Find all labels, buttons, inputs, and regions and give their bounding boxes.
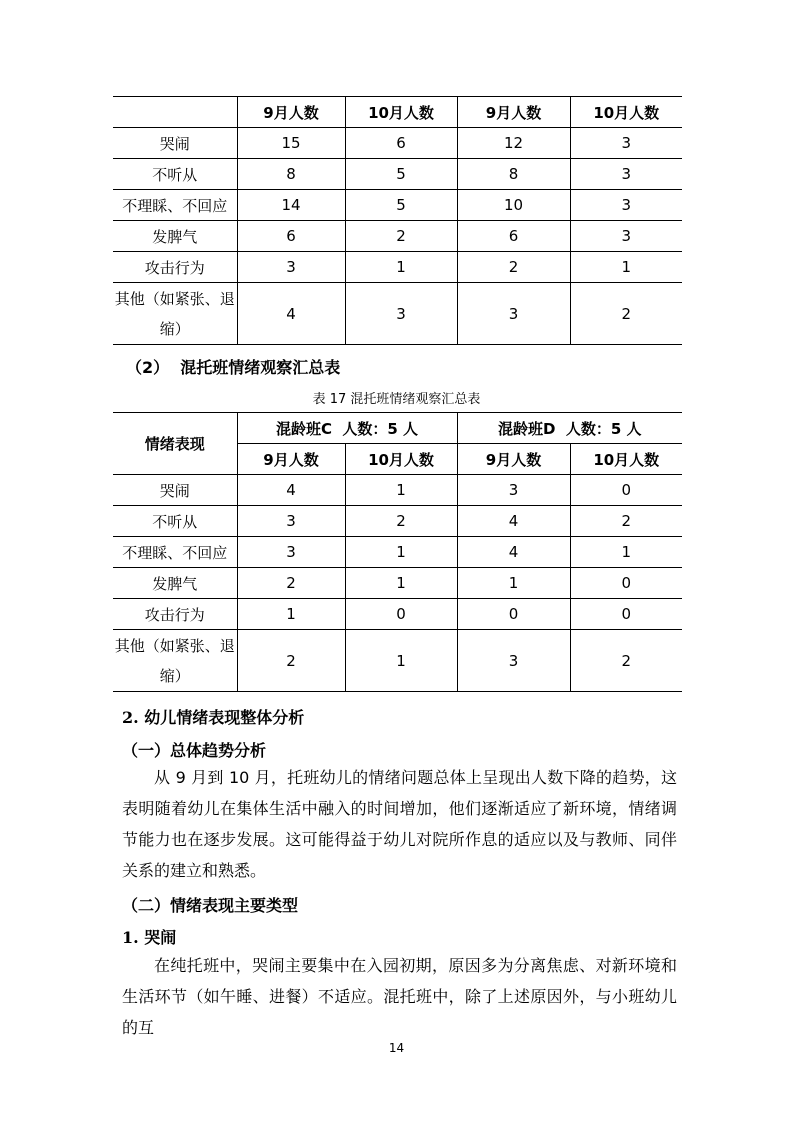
row-label: 其他（如紧张、退缩） xyxy=(113,283,237,345)
row-label: 不理睬、不回应 xyxy=(113,537,237,568)
table-cell: 1 xyxy=(570,537,682,568)
section-heading: 2. 幼儿情绪表现整体分析 xyxy=(122,708,305,727)
paragraph-cry: 在纯托班中，哭闹主要集中在入园初期，原因多为分离焦虑、对新环境和生活环节（如午睡、进餐）不适应。混托班中，除了上述原因外，与小班幼儿的互 xyxy=(122,956,677,1037)
table-cell: 12 xyxy=(457,128,570,159)
table-cell: 3 xyxy=(457,630,570,692)
table-cell: 6 xyxy=(237,221,345,252)
table-cell: 1 xyxy=(457,568,570,599)
table-cell: 2 xyxy=(345,221,457,252)
table-cell: 4 xyxy=(237,475,345,506)
table-cell: 3 xyxy=(570,190,682,221)
table-cell: 4 xyxy=(457,537,570,568)
table-cell: 2 xyxy=(570,630,682,692)
table-cell: 2 xyxy=(570,506,682,537)
header-cell: 9月人数 xyxy=(237,97,345,128)
table-cell: 0 xyxy=(345,599,457,630)
table-cell: 2 xyxy=(237,568,345,599)
table-cell: 1 xyxy=(345,630,457,692)
paragraph-overall: 从 9 月到 10 月，托班幼儿的情绪问题总体上呈现出人数下降的趋势，这表明随着幼儿在集体生活中融入的时间增加，他们逐渐适应了新环境，情绪调节能力也在逐步发展。这可能得益于幼儿对院所作息的适应以及与教师、同伴关系的建立和熟悉。 xyxy=(122,768,677,880)
table-cell: 3 xyxy=(457,283,570,345)
table-cell: 1 xyxy=(345,568,457,599)
group-header-cell: 混龄班D 人数：5 人 xyxy=(457,413,682,444)
table-cell: 1 xyxy=(345,475,457,506)
subsection-heading: （二）情绪表现主要类型 xyxy=(122,896,299,915)
table-cell: 5 xyxy=(345,159,457,190)
header-cell: 10月人数 xyxy=(570,444,682,475)
table-cell: 3 xyxy=(457,475,570,506)
table-cell: 3 xyxy=(237,537,345,568)
table-header-row xyxy=(113,413,682,444)
table-row xyxy=(113,599,682,630)
table-cell: 0 xyxy=(457,599,570,630)
row-label: 发脾气 xyxy=(113,221,237,252)
header-cell: 9月人数 xyxy=(457,97,570,128)
table-cell: 3 xyxy=(237,506,345,537)
row-label: 不理睬、不回应 xyxy=(113,190,237,221)
table-1 xyxy=(113,96,682,345)
table-row xyxy=(113,537,682,568)
table-cell: 1 xyxy=(345,252,457,283)
table-cell: 6 xyxy=(457,221,570,252)
table-cell: 14 xyxy=(237,190,345,221)
subsection-heading: （一）总体趋势分析 xyxy=(122,741,267,760)
header-cell: 9月人数 xyxy=(237,444,345,475)
table-cell: 0 xyxy=(570,475,682,506)
header-cell: 10月人数 xyxy=(345,97,457,128)
table-cell: 8 xyxy=(457,159,570,190)
table-cell: 2 xyxy=(457,252,570,283)
section-title: （2） 混托班情绪观察汇总表 xyxy=(126,358,341,377)
row-label: 攻击行为 xyxy=(113,252,237,283)
table-cell: 0 xyxy=(570,568,682,599)
table-cell: 0 xyxy=(570,599,682,630)
table-cell: 1 xyxy=(570,252,682,283)
table-cell: 4 xyxy=(237,283,345,345)
subsection-heading: 1. 哭闹 xyxy=(122,928,177,947)
row-header-cell: 情绪表现 xyxy=(113,413,237,475)
table-row xyxy=(113,630,682,692)
table-row xyxy=(113,568,682,599)
table-cell: 1 xyxy=(345,537,457,568)
table-cell: 2 xyxy=(570,283,682,345)
row-label: 哭闹 xyxy=(113,475,237,506)
table-cell: 15 xyxy=(237,128,345,159)
table-cell: 2 xyxy=(237,630,345,692)
row-label: 其他（如紧张、退缩） xyxy=(113,630,237,692)
table-cell: 10 xyxy=(457,190,570,221)
row-label: 发脾气 xyxy=(113,568,237,599)
header-cell: 9月人数 xyxy=(457,444,570,475)
header-cell: 10月人数 xyxy=(345,444,457,475)
table-cell: 1 xyxy=(237,599,345,630)
group-header-cell: 混龄班C 人数：5 人 xyxy=(237,413,457,444)
table-cell: 3 xyxy=(570,221,682,252)
page-number: 14 xyxy=(388,1041,405,1055)
table-row xyxy=(113,221,682,252)
table-cell: 3 xyxy=(345,283,457,345)
table-2 xyxy=(113,412,682,692)
row-label: 攻击行为 xyxy=(113,599,237,630)
table-cell: 5 xyxy=(345,190,457,221)
table-row xyxy=(113,190,682,221)
table-row xyxy=(113,506,682,537)
row-label: 不听从 xyxy=(113,506,237,537)
table-row xyxy=(113,475,682,506)
table-row xyxy=(113,283,682,345)
table-caption: 表 17 混托班情绪观察汇总表 xyxy=(312,392,481,407)
table-cell: 8 xyxy=(237,159,345,190)
table-cell: 6 xyxy=(345,128,457,159)
table-row xyxy=(113,252,682,283)
table-row xyxy=(113,159,682,190)
table-cell: 3 xyxy=(570,128,682,159)
table-cell: 2 xyxy=(345,506,457,537)
table-header-row xyxy=(113,97,682,128)
table-cell: 3 xyxy=(237,252,345,283)
row-label: 不听从 xyxy=(113,159,237,190)
table-cell: 4 xyxy=(457,506,570,537)
table-cell: 3 xyxy=(570,159,682,190)
header-cell: 10月人数 xyxy=(570,97,682,128)
table-row xyxy=(113,128,682,159)
header-cell xyxy=(113,97,237,128)
row-label: 哭闹 xyxy=(113,128,237,159)
